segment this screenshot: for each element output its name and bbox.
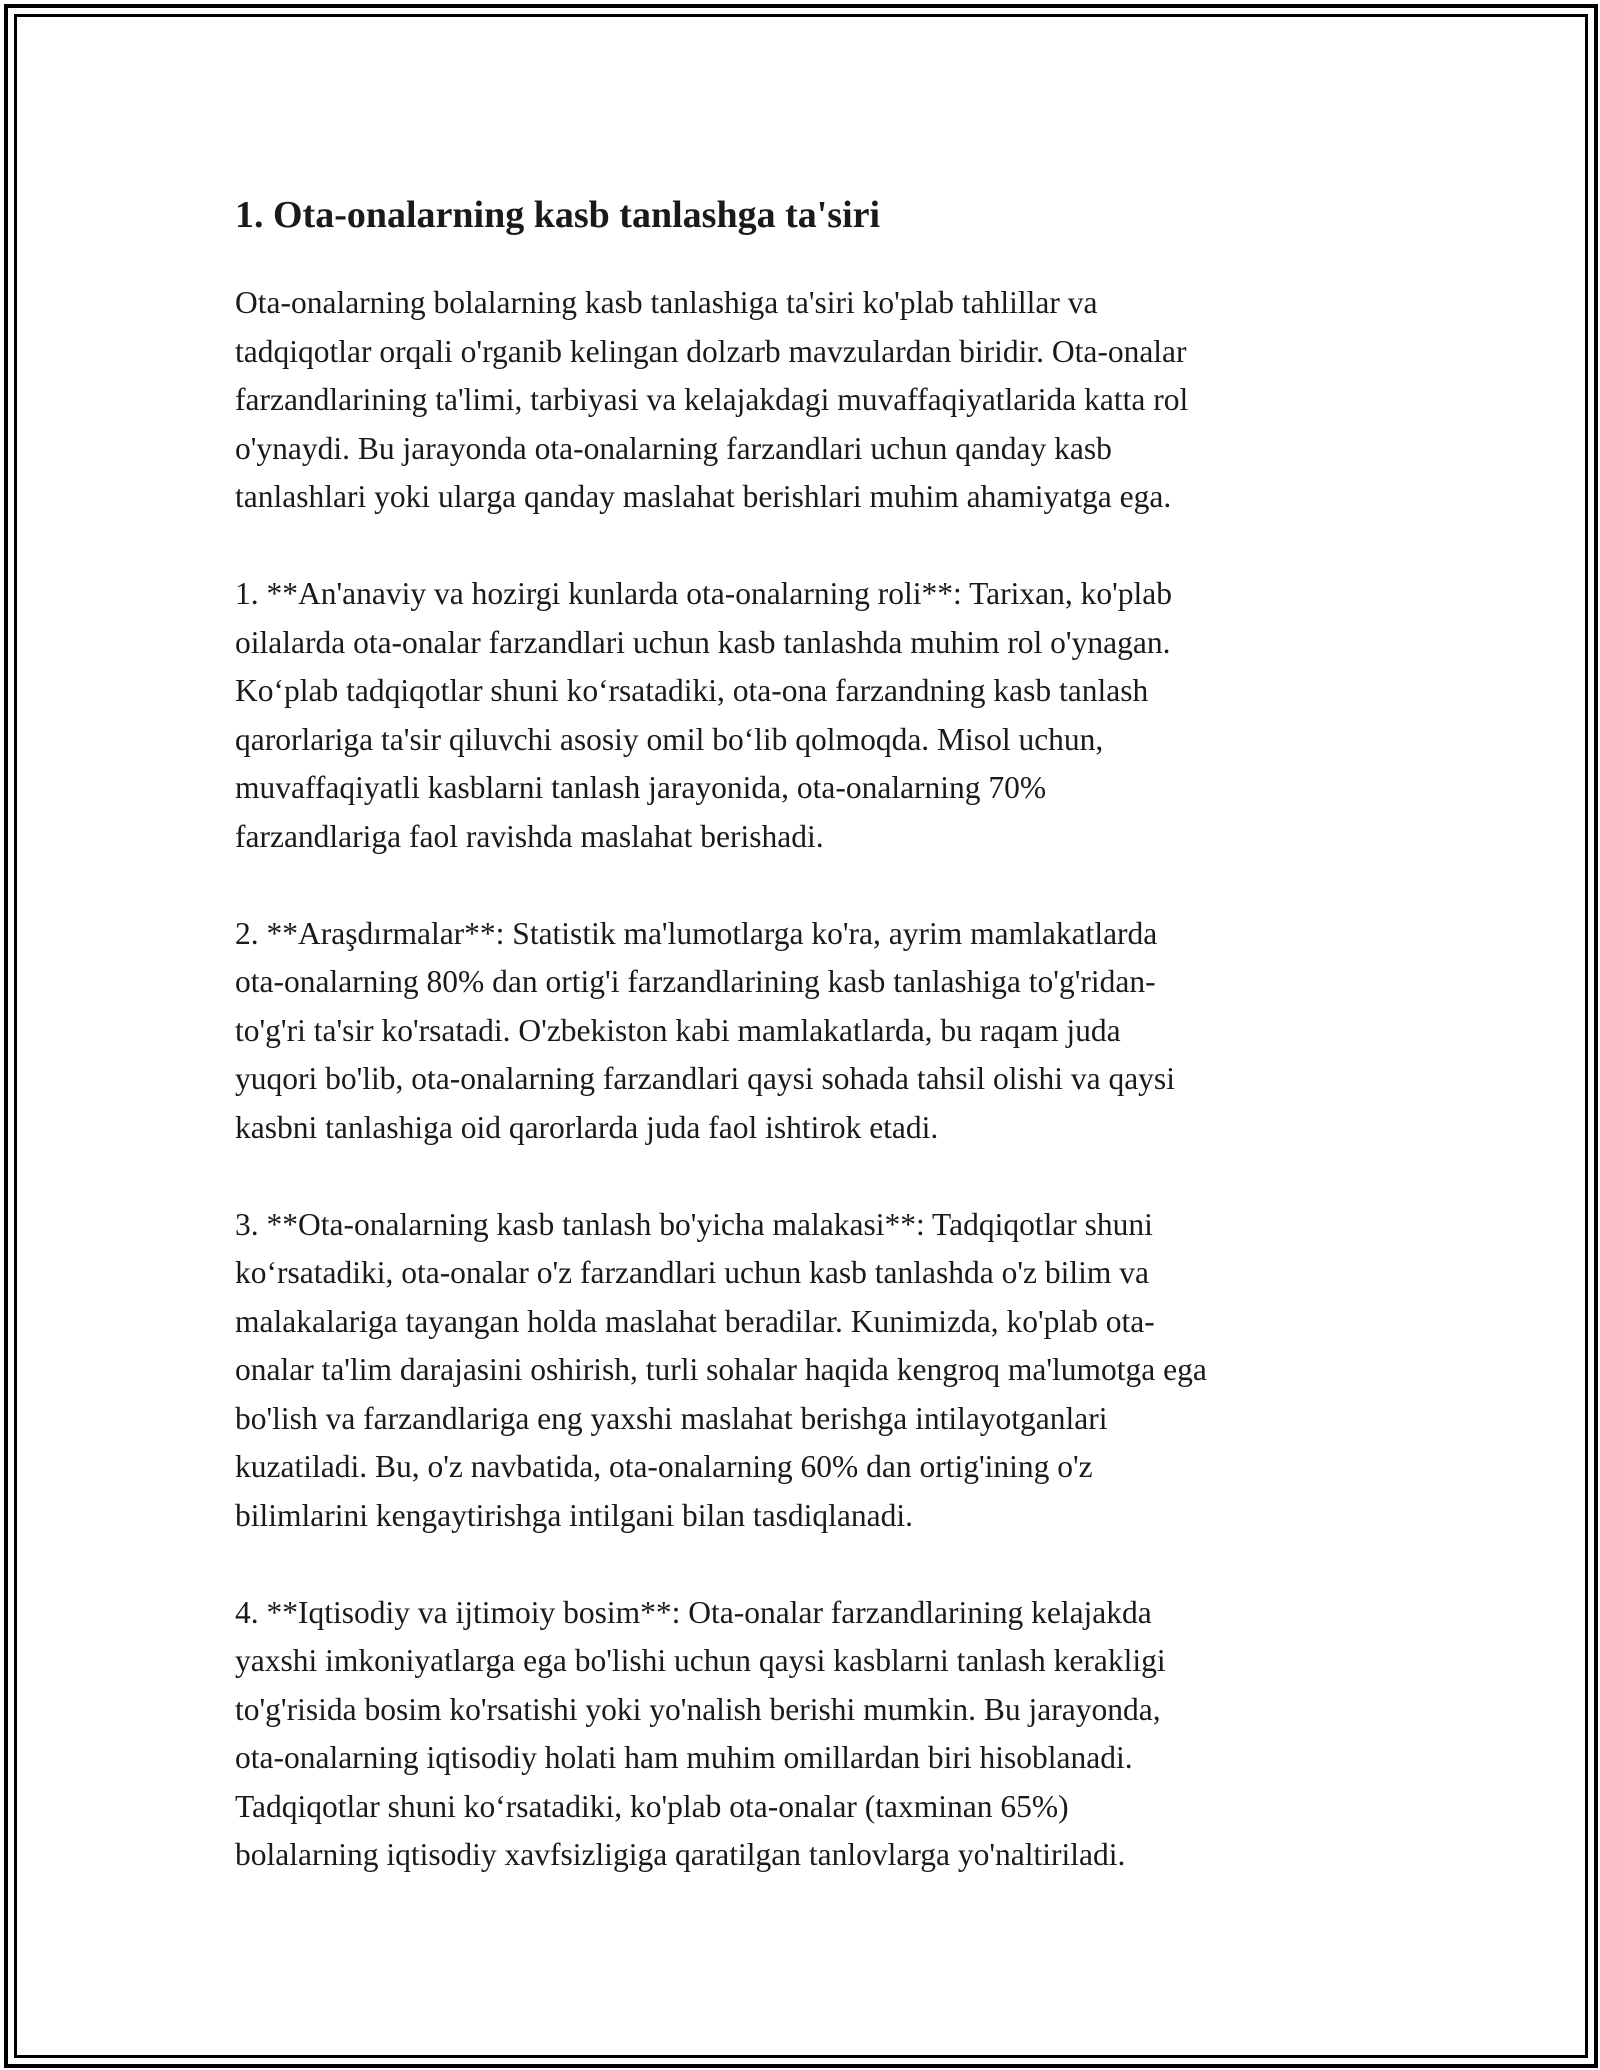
page-title: 1. Ota-onalarning kasb tanlashga ta'siri [235,194,881,236]
paragraph-4: 4. **Iqtisodiy va ijtimoiy bosim**: Ota-onalar farzandlarining kelajakda yaxshi imkoniyatlarga ega bo'lishi uchun qaysi kasblarni tanlash kerakligi to'g'risida bosim ko'rsatishi yoki yo'nalish berishi mumkin. Bu jarayonda, ota-onalarning iqtisodiy holati ham muhim omillardan biri hisoblanadi. Tadqiqotlar shuni ko‘rsatadiki, ko'plab ota-onalar (taxminan 65%) bolalarning iqtisodiy xavfsizligiga qaratilgan tanlovlarga yo'naltiriladi. [235,1594,1166,1872]
paragraph-3: 3. **Ota-onalarning kasb tanlash bo'yicha malakasi**: Tadqiqotlar shuni ko‘rsatadiki, ota-onalar o'z farzandlari uchun kasb tanlashda o'z bilim va malakalariga tayangan holda maslahat beradilar. Kunimizda, ko'plab ota- onalar ta'lim darajasini oshirish, turli sohalar haqida kengroq ma'lumotga ega bo'lish va farzandlariga eng yaxshi maslahat berishga intilayotganlari kuzatiladi. Bu, o'z navbatida, ota-onalarning 60% dan ortig'ining o'z bilimlarini kengaytirishga intilgani bilan tasdiqlanadi. [235,1206,1207,1533]
paragraph-1: 1. **An'anaviy va hozirgi kunlarda ota-onalarning roli**: Tarixan, ko'plab oilalarda ota-onalar farzandlari uchun kasb tanlashda muhim rol o'ynagan. Ko‘plab tadqiqotlar shuni ko‘rsatadiki, ota-ona farzandning kasb tanlash qarorlariga ta'sir qiluvchi asosiy omil bo‘lib qolmoqda. Misol uchun, muvaffaqiyatli kasblarni tanlash jarayonida, ota-onalarning 70% farzandlariga faol ravishda maslahat berishadi. [235,576,1172,854]
intro-paragraph: Ota-onalarning bolalarning kasb tanlashiga ta'siri ko'plab tahlillar va tadqiqotlar orqali o'rganib kelingan dolzarb mavzulardan biridir. Ota-onalar farzandlarining ta'limi, tarbiyasi va kelajakdagi muvaffaqiyatlarida katta rol o'ynaydi. Bu jarayonda ota-onalarning farzandlari uchun qanday kasb tanlashlari yoki ularga qanday maslahat berishlari muhim ahamiyatga ega. [235,285,1189,514]
paragraph-2: 2. **Araşdırmalar**: Statistik ma'lumotlarga ko'ra, ayrim mamlakatlarda ota-onalarning 80% dan ortig'i farzandlarining kasb tanlashiga to'g'ridan- to'g'ri ta'sir ko'rsatadi. O'zbekiston kabi mamlakatlarda, bu raqam juda yuqori bo'lib, ota-onalarning farzandlari qaysi sohada tahsil olishi va qaysi kasbni tanlashiga oid qarorlarda juda faol ishtirok etadi. [235,915,1175,1145]
document-body [235,178,1375,1880]
